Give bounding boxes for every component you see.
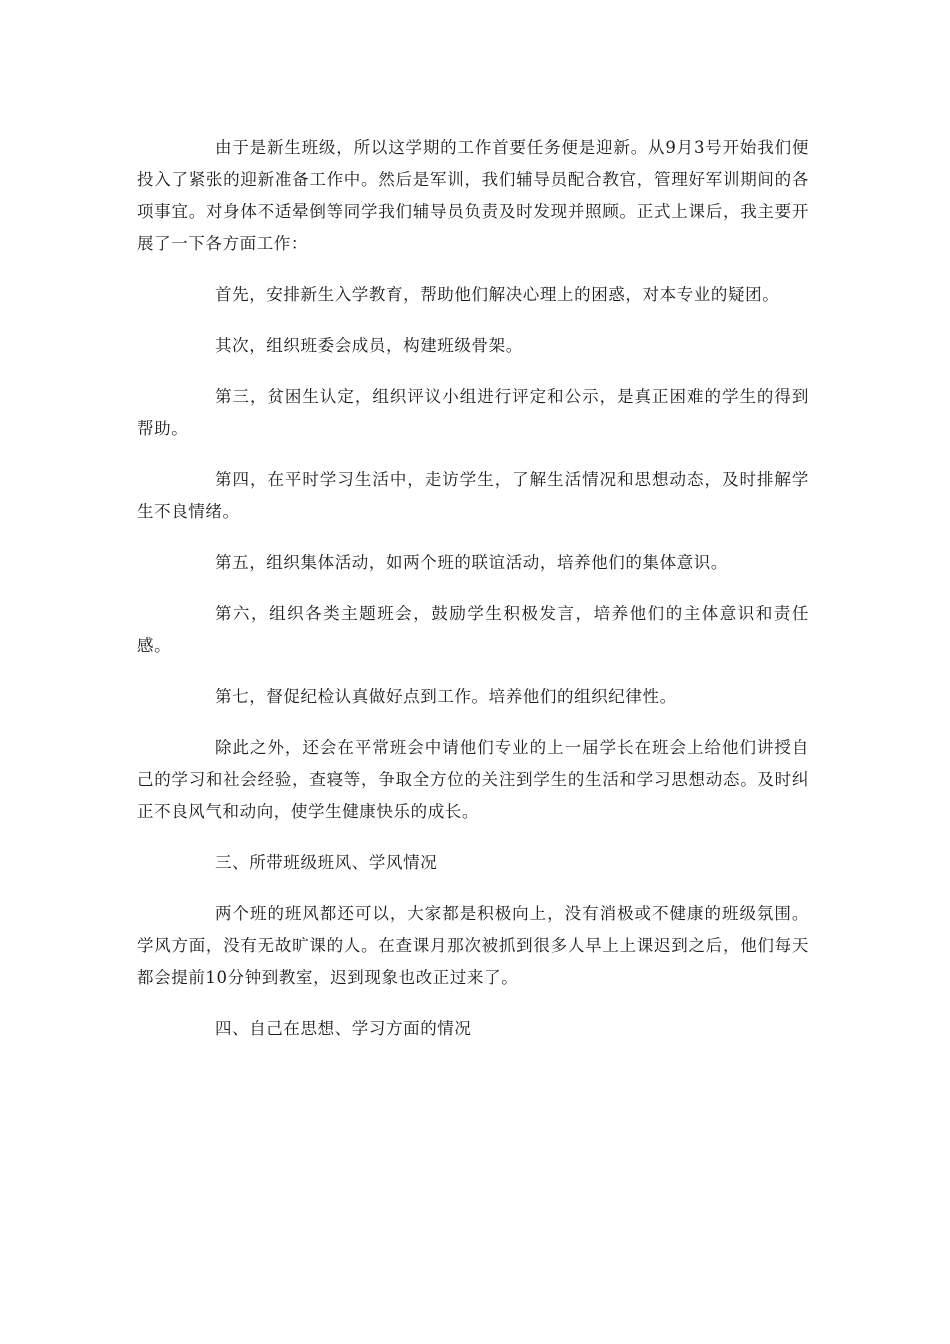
document-page — [137, 132, 809, 1064]
section-heading-class-style: 三、所带班级班风、学风情况 — [215, 853, 438, 872]
paragraph-class-style: 两个班的班风都还可以，大家都是积极向上，没有消极或不健康的班级氛围。学风方面，没有无故旷课的人。在查课月那次被抓到很多人早上上课迟到之后，他们每天都会提前10分钟到教室，迟到现象也改正过来了。 — [137, 904, 809, 987]
section-heading-self-study: 四、自己在思想、学习方面的情况 — [215, 1019, 472, 1038]
paragraph-additional: 除此之外，还会在平常班会中请他们专业的上一届学长在班会上给他们讲授自己的学习和社会经验，查寝等，争取全方位的关注到学生的生活和学习思想动态。及时纠正不良风气和动向，使学生健康快乐的成长。 — [137, 738, 809, 821]
paragraph-third: 第三，贫困生认定，组织评议小组进行评定和公示，是真正困难的学生的得到帮助。 — [137, 387, 809, 438]
paragraph-fifth: 第五，组织集体活动，如两个班的联谊活动，培养他们的集体意识。 — [215, 553, 728, 572]
paragraph-seventh: 第七，督促纪检认真做好点到工作。培养他们的组织纪律性。 — [215, 687, 677, 706]
paragraph-fourth: 第四，在平时学习生活中，走访学生，了解生活情况和思想动态，及时排解学生不良情绪。 — [137, 470, 809, 521]
paragraph-sixth: 第六，组织各类主题班会，鼓励学生积极发言，培养他们的主体意识和责任感。 — [137, 604, 809, 655]
paragraph-second: 其次，组织班委会成员，构建班级骨架。 — [215, 336, 523, 355]
paragraph-welcome-work: 由于是新生班级，所以这学期的工作首要任务便是迎新。从9月3号开始我们便投入了紧张的迎新准备工作中。然后是军训，我们辅导员配合教官，管理好军训期间的各项事宜。对身体不适晕倒等同学我们辅导员负责及时发现并照顾。正式上课后，我主要开展了一下各方面工作： — [137, 138, 809, 253]
paragraph-first: 首先，安排新生入学教育，帮助他们解决心理上的困惑，对本专业的疑团。 — [215, 285, 780, 304]
